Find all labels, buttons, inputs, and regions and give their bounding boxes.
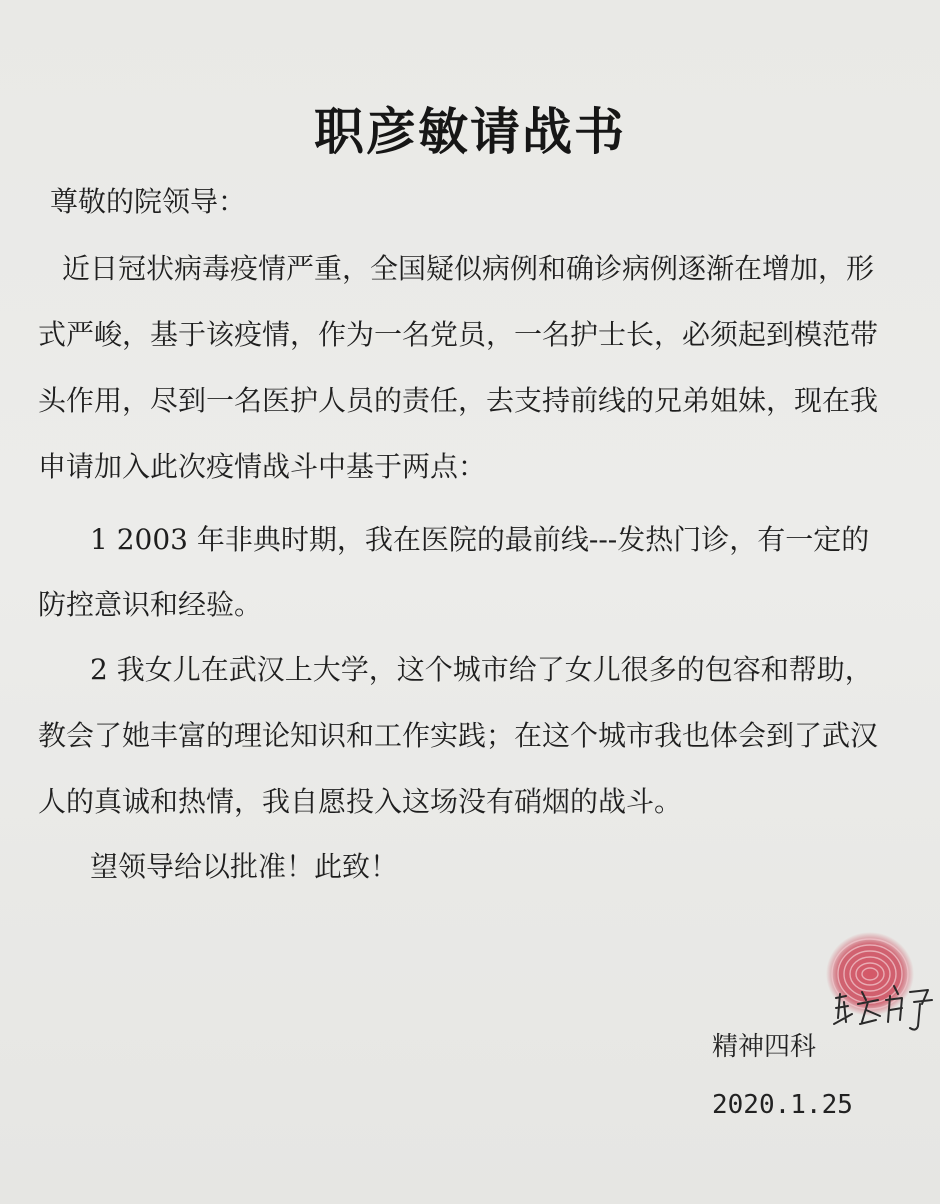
department-label: 精神四科: [712, 1032, 817, 1062]
point-1-line-2: 防控意识和经验。: [38, 588, 263, 621]
point-2-line-3: 人的真诚和热情，我自愿投入这场没有硝烟的战斗。: [38, 785, 683, 818]
point-1-line-1: 1 2003 年非典时期，我在医院的最前线---发热门诊，有一定的: [90, 523, 870, 556]
signing-date: 2020.1.25: [712, 1090, 853, 1120]
point-2-line-2: 教会了她丰富的理论知识和工作实践；在这个城市我也体会到了武汉: [38, 719, 879, 752]
letter-title: 职彦敏请战书: [314, 102, 626, 161]
point-2-line-1: 2 我女儿在武汉上大学，这个城市给了女儿很多的包容和帮助，: [90, 653, 873, 686]
body-line-2: 式严峻，基于该疫情，作为一名党员，一名护士长，必须起到模范带: [38, 318, 879, 351]
closing-line: 望领导给以批准！此致！: [90, 850, 399, 883]
body-line-1: 近日冠状病毒疫情严重，全国疑似病例和确诊病例逐渐在增加，形: [62, 252, 875, 285]
body-line-4: 申请加入此次疫情战斗中基于两点：: [38, 450, 487, 483]
body-line-3: 头作用，尽到一名医护人员的责任，去支持前线的兄弟姐妹，现在我: [38, 384, 879, 417]
salutation: 尊敬的院领导：: [50, 185, 247, 218]
signature-image: [832, 978, 940, 1038]
